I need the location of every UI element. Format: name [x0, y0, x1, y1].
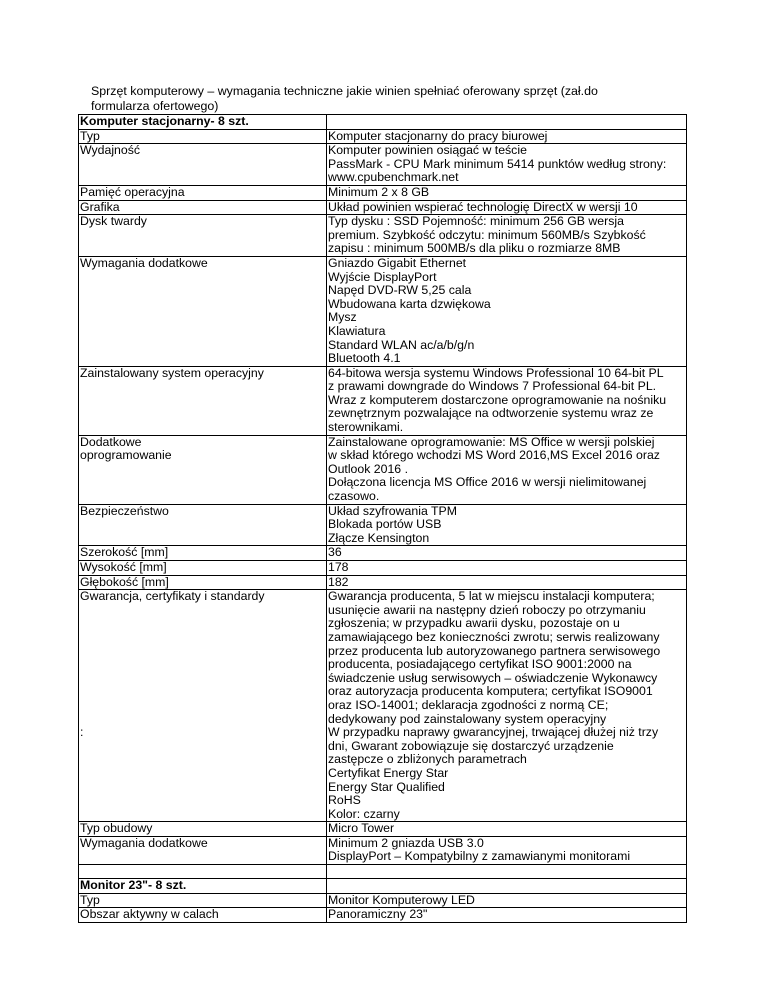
empty-cell: [79, 865, 327, 879]
spec-value: Układ powinien wspierać technologię DirectX w wersji 10: [327, 200, 687, 215]
document-intro: Sprzęt komputerowy – wymagania techniczne jakie winien spełniać oferowany sprzęt (zał.do formularza ofertowego): [91, 84, 598, 113]
table-row: [79, 504, 687, 546]
spec-label-marker: :: [80, 724, 84, 739]
spec-value: Gniazdo Gigabit Ethernet Wyjście DisplayPort Napęd DVD-RW 5,25 cala Wbudowana karta dzwiękowa Mysz Klawiatura Standard WLAN ac/a/b/g/n Bluetooth 4.1: [327, 256, 687, 366]
spec-value: Monitor Komputerowy LED: [327, 893, 687, 908]
table-row: [79, 893, 687, 908]
spec-value: Micro Tower: [327, 822, 687, 837]
spec-label: Typ: [79, 893, 327, 908]
table-row: [79, 575, 687, 590]
spec-label: Zainstalowany system operacyjny: [79, 366, 327, 435]
empty-cell: [327, 865, 687, 879]
table-row: [79, 256, 687, 366]
empty-cell: [327, 879, 687, 894]
table-row: [79, 215, 687, 257]
table-row: [79, 546, 687, 561]
spec-label: Szerokość [mm]: [79, 546, 327, 561]
spec-label: Typ: [79, 129, 327, 144]
spec-value: Zainstalowane oprogramowanie: MS Office w wersji polskiej w skład którego wchodzi MS Word 2016,MS Excel 2016 oraz Outlook 2016 . Dołączona licencja MS Office 2016 w wersji nielimitowanej czasowo.: [327, 435, 687, 504]
spec-label: Wydajność: [79, 144, 327, 186]
spec-label: Typ obudowy: [79, 822, 327, 837]
spec-value: Komputer stacjonarny do pracy biurowej: [327, 129, 687, 144]
spec-value: 36: [327, 546, 687, 561]
table-row: [79, 366, 687, 435]
spec-label: Wysokość [mm]: [79, 561, 327, 576]
spec-label: Gwarancja, certyfikaty i standardy: [80, 589, 265, 604]
spec-label: Obszar aktywny w calach: [79, 908, 327, 923]
spec-value: Minimum 2 x 8 GB: [327, 185, 687, 200]
spec-value: 64-bitowa wersja systemu Windows Professional 10 64-bit PL z prawami downgrade do Windows 7 Professional 64-bit PL. Wraz z komputerem dostarczone oprogramowanie na nośniku zewnętrznym pozwalające na odtworzenie systemu wraz ze sterownikami.: [327, 366, 687, 435]
section-title-computer: Komputer stacjonarny- 8 szt.: [79, 115, 327, 130]
spec-label: Pamięć operacyjna: [79, 185, 327, 200]
spec-value: Panoramiczny 23": [327, 908, 687, 923]
spec-label: Wymagania dodatkowe: [79, 256, 327, 366]
table-row: [79, 908, 687, 923]
section-title-monitor: Monitor 23"- 8 szt.: [79, 879, 327, 894]
table-row: [79, 200, 687, 215]
spec-label: Dodatkowe oprogramowanie: [79, 435, 327, 504]
spec-label: Bezpieczeństwo: [79, 504, 327, 546]
spec-label: Dysk twardy: [79, 215, 327, 257]
table-row: [79, 185, 687, 200]
spec-value: Minimum 2 gniazda USB 3.0 DisplayPort – Kompatybilny z zamawianymi monitorami: [327, 836, 687, 864]
spec-value: 178: [327, 561, 687, 576]
spec-label: Głębokość [mm]: [79, 575, 327, 590]
spec-label: Wymagania dodatkowe: [79, 836, 327, 864]
empty-cell: [327, 115, 687, 130]
spec-value: 182: [327, 575, 687, 590]
table-row-section-header: [79, 115, 687, 130]
table-row: [79, 590, 687, 822]
table-row-section-header: [79, 879, 687, 894]
table-row: [79, 435, 687, 504]
spec-value: Układ szyfrowania TPM Blokada portów USB Złącze Kensington: [327, 504, 687, 546]
spec-table: [78, 114, 687, 923]
spec-value: Komputer powinien osiągać w teście PassMark - CPU Mark minimum 5414 punktów według strony: www.cpubenchmark.net: [327, 144, 687, 186]
table-row-blank: [79, 865, 687, 879]
spec-value: Typ dysku : SSD Pojemność: minimum 256 GB wersja premium. Szybkość odczytu: minimum 560MB/s Szybkość zapisu : minimum 500MB/s dla pliku o rozmiarze 8MB: [327, 215, 687, 257]
table-row: [79, 144, 687, 186]
table-row: [79, 836, 687, 864]
spec-label: Grafika: [79, 200, 327, 215]
table-row: [79, 822, 687, 837]
spec-value: Gwarancja producenta, 5 lat w miejscu instalacji komputera; usunięcie awarii na następny dzień roboczy po otrzymaniu zgłoszenia; w przypadku awarii dysku, pozostaje on u zamawiającego bez konieczności zwrotu; serwis realizowany przez producenta lub autoryzowanego partnera serwisowego producenta, posiadającego certyfikat ISO 9001:2000 na świadczenie usług serwisowych – oświadczenie Wykonawcy oraz autoryzacja producenta komputera; certyfikat ISO9001 oraz ISO-14001; deklaracja zgodności z normą CE; dedykowany pod zainstalowany system operacyjny W przypadku naprawy gwarancyjnej, trwającej dłużej niż trzy dni, Gwarant zobowiązuje się dostarczyć urządzenie zastępcze o zbliżonych parametrach Certyfikat Energy Star Energy Star Qualified RoHS Kolor: czarny: [327, 590, 687, 822]
table-row: [79, 129, 687, 144]
spec-label-cell: [79, 590, 327, 822]
table-row: [79, 561, 687, 576]
